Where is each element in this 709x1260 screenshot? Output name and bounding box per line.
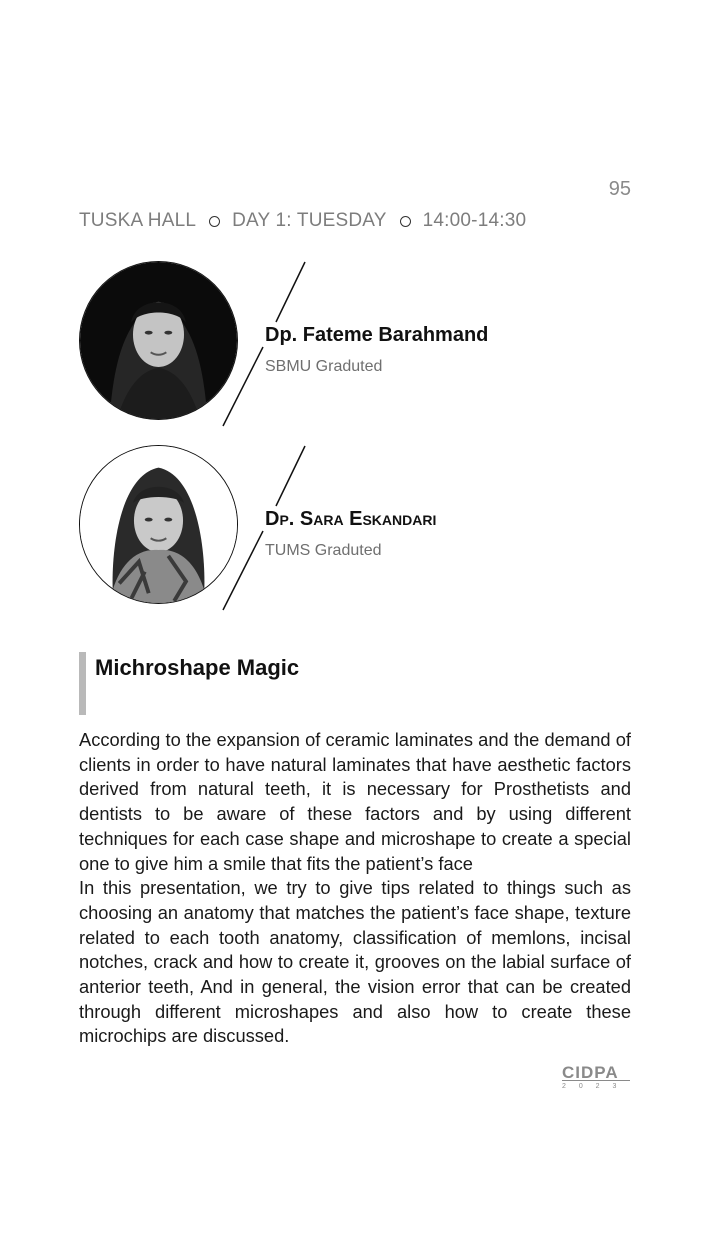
speaker-card: [79, 444, 639, 614]
speaker-affiliation: TUMS Graduted: [265, 542, 382, 559]
logo-year: 2 0 2 3: [562, 1083, 622, 1089]
abstract-paragraph: In this presentation, we try to give tips related to things such as choosing an anatomy that matches the patient’s face shape, texture related to each tooth anatomy, classification of memlons, incisal notches, crack and how to create it, grooves on the labial surface of anterior teeth, And in general, the vision error that can be created through different microshapes and also how to create these microchips are discussed.: [79, 877, 631, 1047]
day-label: DAY 1: TUESDAY: [232, 210, 387, 231]
cidpa-logo: [562, 1062, 632, 1089]
speaker-photo: [79, 261, 238, 420]
time-label: 14:00-14:30: [422, 210, 527, 231]
session-meta: [79, 210, 526, 232]
separator-circle-icon: [400, 216, 411, 227]
abstract: [79, 728, 631, 1049]
talk-title: Michroshape Magic: [95, 655, 300, 680]
title-accent-bar: [79, 652, 86, 715]
speaker-affiliation: SBMU Graduted: [265, 358, 383, 375]
speaker-name: Dp. Sara Eskandari: [265, 508, 437, 530]
page-number: 95: [608, 178, 631, 200]
hall-label: TUSKA HALL: [79, 210, 197, 231]
abstract-paragraph: According to the expansion of ceramic laminates and the demand of clients in order to have natural laminates that have aesthetic factors derived from natural teeth, it is necessary for Prosthetists and dentists to be aware of these factors and by using different techniques for each case shape and microshape to create a special one to give him a smile that fits the patient’s face: [79, 729, 631, 874]
speaker-name: Dp. Fateme Barahmand: [265, 324, 489, 346]
separator-circle-icon: [209, 216, 220, 227]
logo-wordmark: CIDPA: [562, 1063, 619, 1082]
speaker-card: [79, 260, 639, 430]
speaker-photo: [79, 445, 238, 604]
